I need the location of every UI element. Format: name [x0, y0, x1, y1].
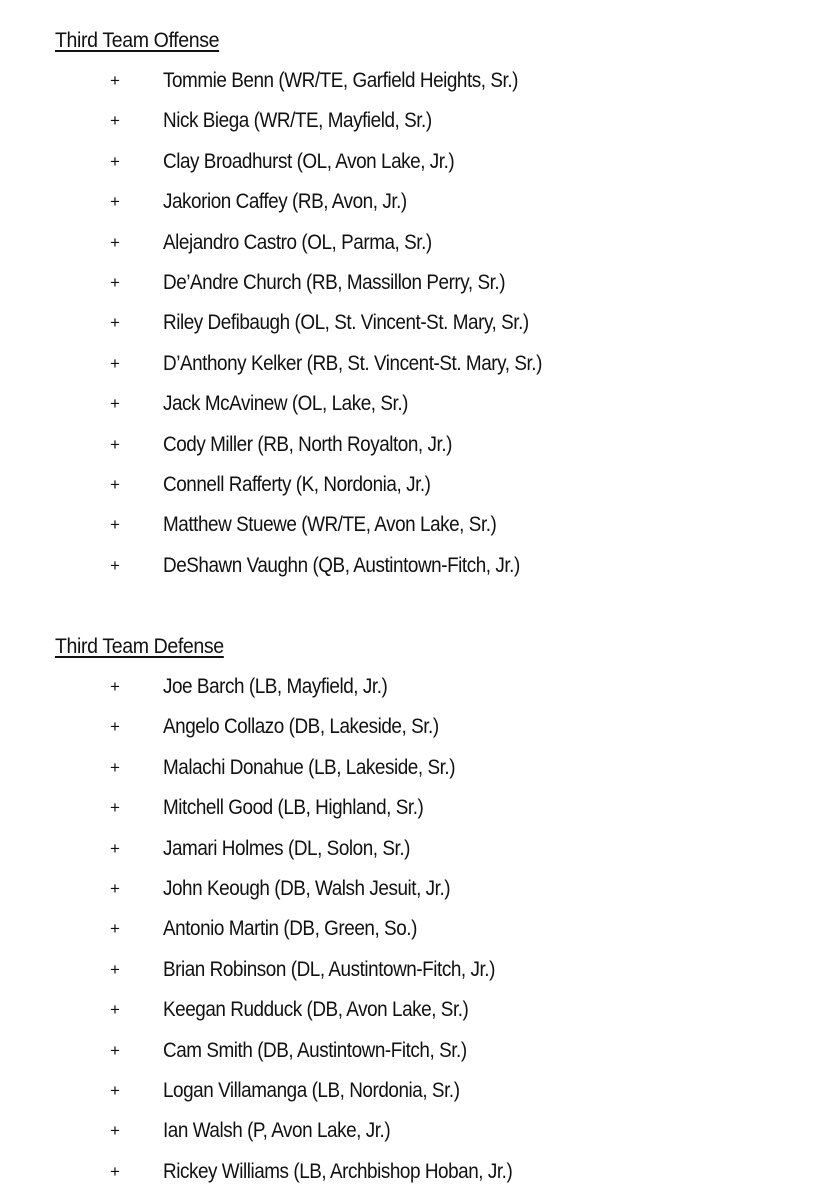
- bullet-marker: +: [110, 434, 120, 454]
- list-item: [0, 66, 827, 106]
- bullet-marker: +: [110, 1161, 120, 1181]
- player-entry: D’Anthony Kelker (RB, St. Vincent-St. Mary, Sr.): [163, 351, 542, 375]
- list-item: [0, 228, 827, 268]
- bullet-marker: +: [110, 71, 120, 90]
- defense-section: [0, 632, 827, 1197]
- list-item: [0, 793, 827, 833]
- list-item: [0, 995, 827, 1035]
- list-item: [0, 834, 827, 874]
- bullet-marker: +: [110, 677, 120, 696]
- bullet-marker: +: [110, 798, 120, 818]
- list-item: [0, 955, 827, 995]
- player-entry: Brian Robinson (DL, Austintown-Fitch, Jr.): [163, 957, 495, 981]
- bullet-marker: +: [110, 313, 120, 333]
- list-item: [0, 753, 827, 793]
- list-item: [0, 389, 827, 429]
- list-item: [0, 1157, 827, 1197]
- bullet-marker: +: [110, 151, 120, 171]
- player-entry: Cody Miller (RB, North Royalton, Jr.): [163, 432, 452, 456]
- list-item: [0, 349, 827, 389]
- player-entry: John Keough (DB, Walsh Jesuit, Jr.): [163, 876, 451, 900]
- player-entry: Rickey Williams (LB, Archbishop Hoban, Jr.): [163, 1159, 513, 1183]
- bullet-marker: +: [110, 757, 120, 777]
- player-entry: Matthew Stuewe (WR/TE, Avon Lake, Sr.): [163, 513, 497, 537]
- player-entry: Riley Defibaugh (OL, St. Vincent-St. Mary, Sr.): [163, 311, 529, 335]
- list-item: [0, 470, 827, 510]
- list-item: [0, 308, 827, 348]
- player-entry: DeShawn Vaughn (QB, Austintown-Fitch, Jr.): [163, 553, 520, 577]
- player-entry: Logan Villamanga (LB, Nordonia, Sr.): [163, 1078, 460, 1102]
- player-entry: Antonio Martin (DB, Green, So.): [163, 917, 417, 941]
- offense-heading: Third Team Offense: [55, 29, 220, 52]
- bullet-marker: +: [110, 1000, 120, 1020]
- player-entry: Cam Smith (DB, Austintown-Fitch, Sr.): [163, 1038, 467, 1062]
- bullet-marker: +: [110, 717, 120, 737]
- player-entry: Alejandro Castro (OL, Parma, Sr.): [163, 230, 432, 254]
- bullet-marker: +: [110, 111, 120, 131]
- player-entry: Jamari Holmes (DL, Solon, Sr.): [163, 836, 410, 860]
- bullet-marker: +: [110, 394, 120, 414]
- list-item: [0, 672, 827, 712]
- bullet-marker: +: [110, 192, 120, 212]
- player-entry: Nick Biega (WR/TE, Mayfield, Sr.): [163, 109, 432, 133]
- player-entry: Ian Walsh (P, Avon Lake, Jr.): [163, 1119, 391, 1143]
- list-item: [0, 147, 827, 187]
- player-entry: Jakorion Caffey (RB, Avon, Jr.): [163, 190, 407, 214]
- list-item: [0, 1076, 827, 1116]
- list-item: [0, 874, 827, 914]
- list-item: [0, 510, 827, 550]
- offense-list: [0, 66, 827, 591]
- bullet-marker: +: [110, 878, 120, 898]
- player-entry: Angelo Collazo (DB, Lakeside, Sr.): [163, 715, 439, 739]
- list-item: [0, 268, 827, 308]
- bullet-marker: +: [110, 272, 120, 292]
- bullet-marker: +: [110, 1040, 120, 1060]
- list-item: [0, 914, 827, 954]
- player-entry: Jack McAvinew (OL, Lake, Sr.): [163, 392, 408, 416]
- list-item: [0, 187, 827, 227]
- player-entry: Malachi Donahue (LB, Lakeside, Sr.): [163, 755, 456, 779]
- player-entry: Mitchell Good (LB, Highland, Sr.): [163, 796, 424, 820]
- player-entry: Clay Broadhurst (OL, Avon Lake, Jr.): [163, 149, 455, 173]
- list-item: [0, 430, 827, 470]
- defense-list: [0, 672, 827, 1197]
- list-item: [0, 712, 827, 752]
- bullet-marker: +: [110, 1080, 120, 1100]
- player-entry: Connell Rafferty (K, Nordonia, Jr.): [163, 472, 431, 496]
- bullet-marker: +: [110, 353, 120, 373]
- player-entry: Tommie Benn (WR/TE, Garfield Heights, Sr.): [163, 69, 519, 92]
- list-item: [0, 1036, 827, 1076]
- list-item: [0, 106, 827, 146]
- player-entry: Keegan Rudduck (DB, Avon Lake, Sr.): [163, 998, 469, 1022]
- bullet-marker: +: [110, 1121, 120, 1141]
- bullet-marker: +: [110, 838, 120, 858]
- player-entry: De’Andre Church (RB, Massillon Perry, Sr.): [163, 270, 506, 294]
- bullet-marker: +: [110, 515, 120, 535]
- player-entry: Joe Barch (LB, Mayfield, Jr.): [163, 675, 388, 698]
- bullet-marker: +: [110, 474, 120, 494]
- offense-section: [0, 26, 827, 591]
- bullet-marker: +: [110, 555, 120, 575]
- bullet-marker: +: [110, 959, 120, 979]
- bullet-marker: +: [110, 232, 120, 252]
- list-item: [0, 551, 827, 591]
- defense-heading: Third Team Defense: [55, 635, 224, 658]
- list-item: [0, 1116, 827, 1156]
- bullet-marker: +: [110, 919, 120, 939]
